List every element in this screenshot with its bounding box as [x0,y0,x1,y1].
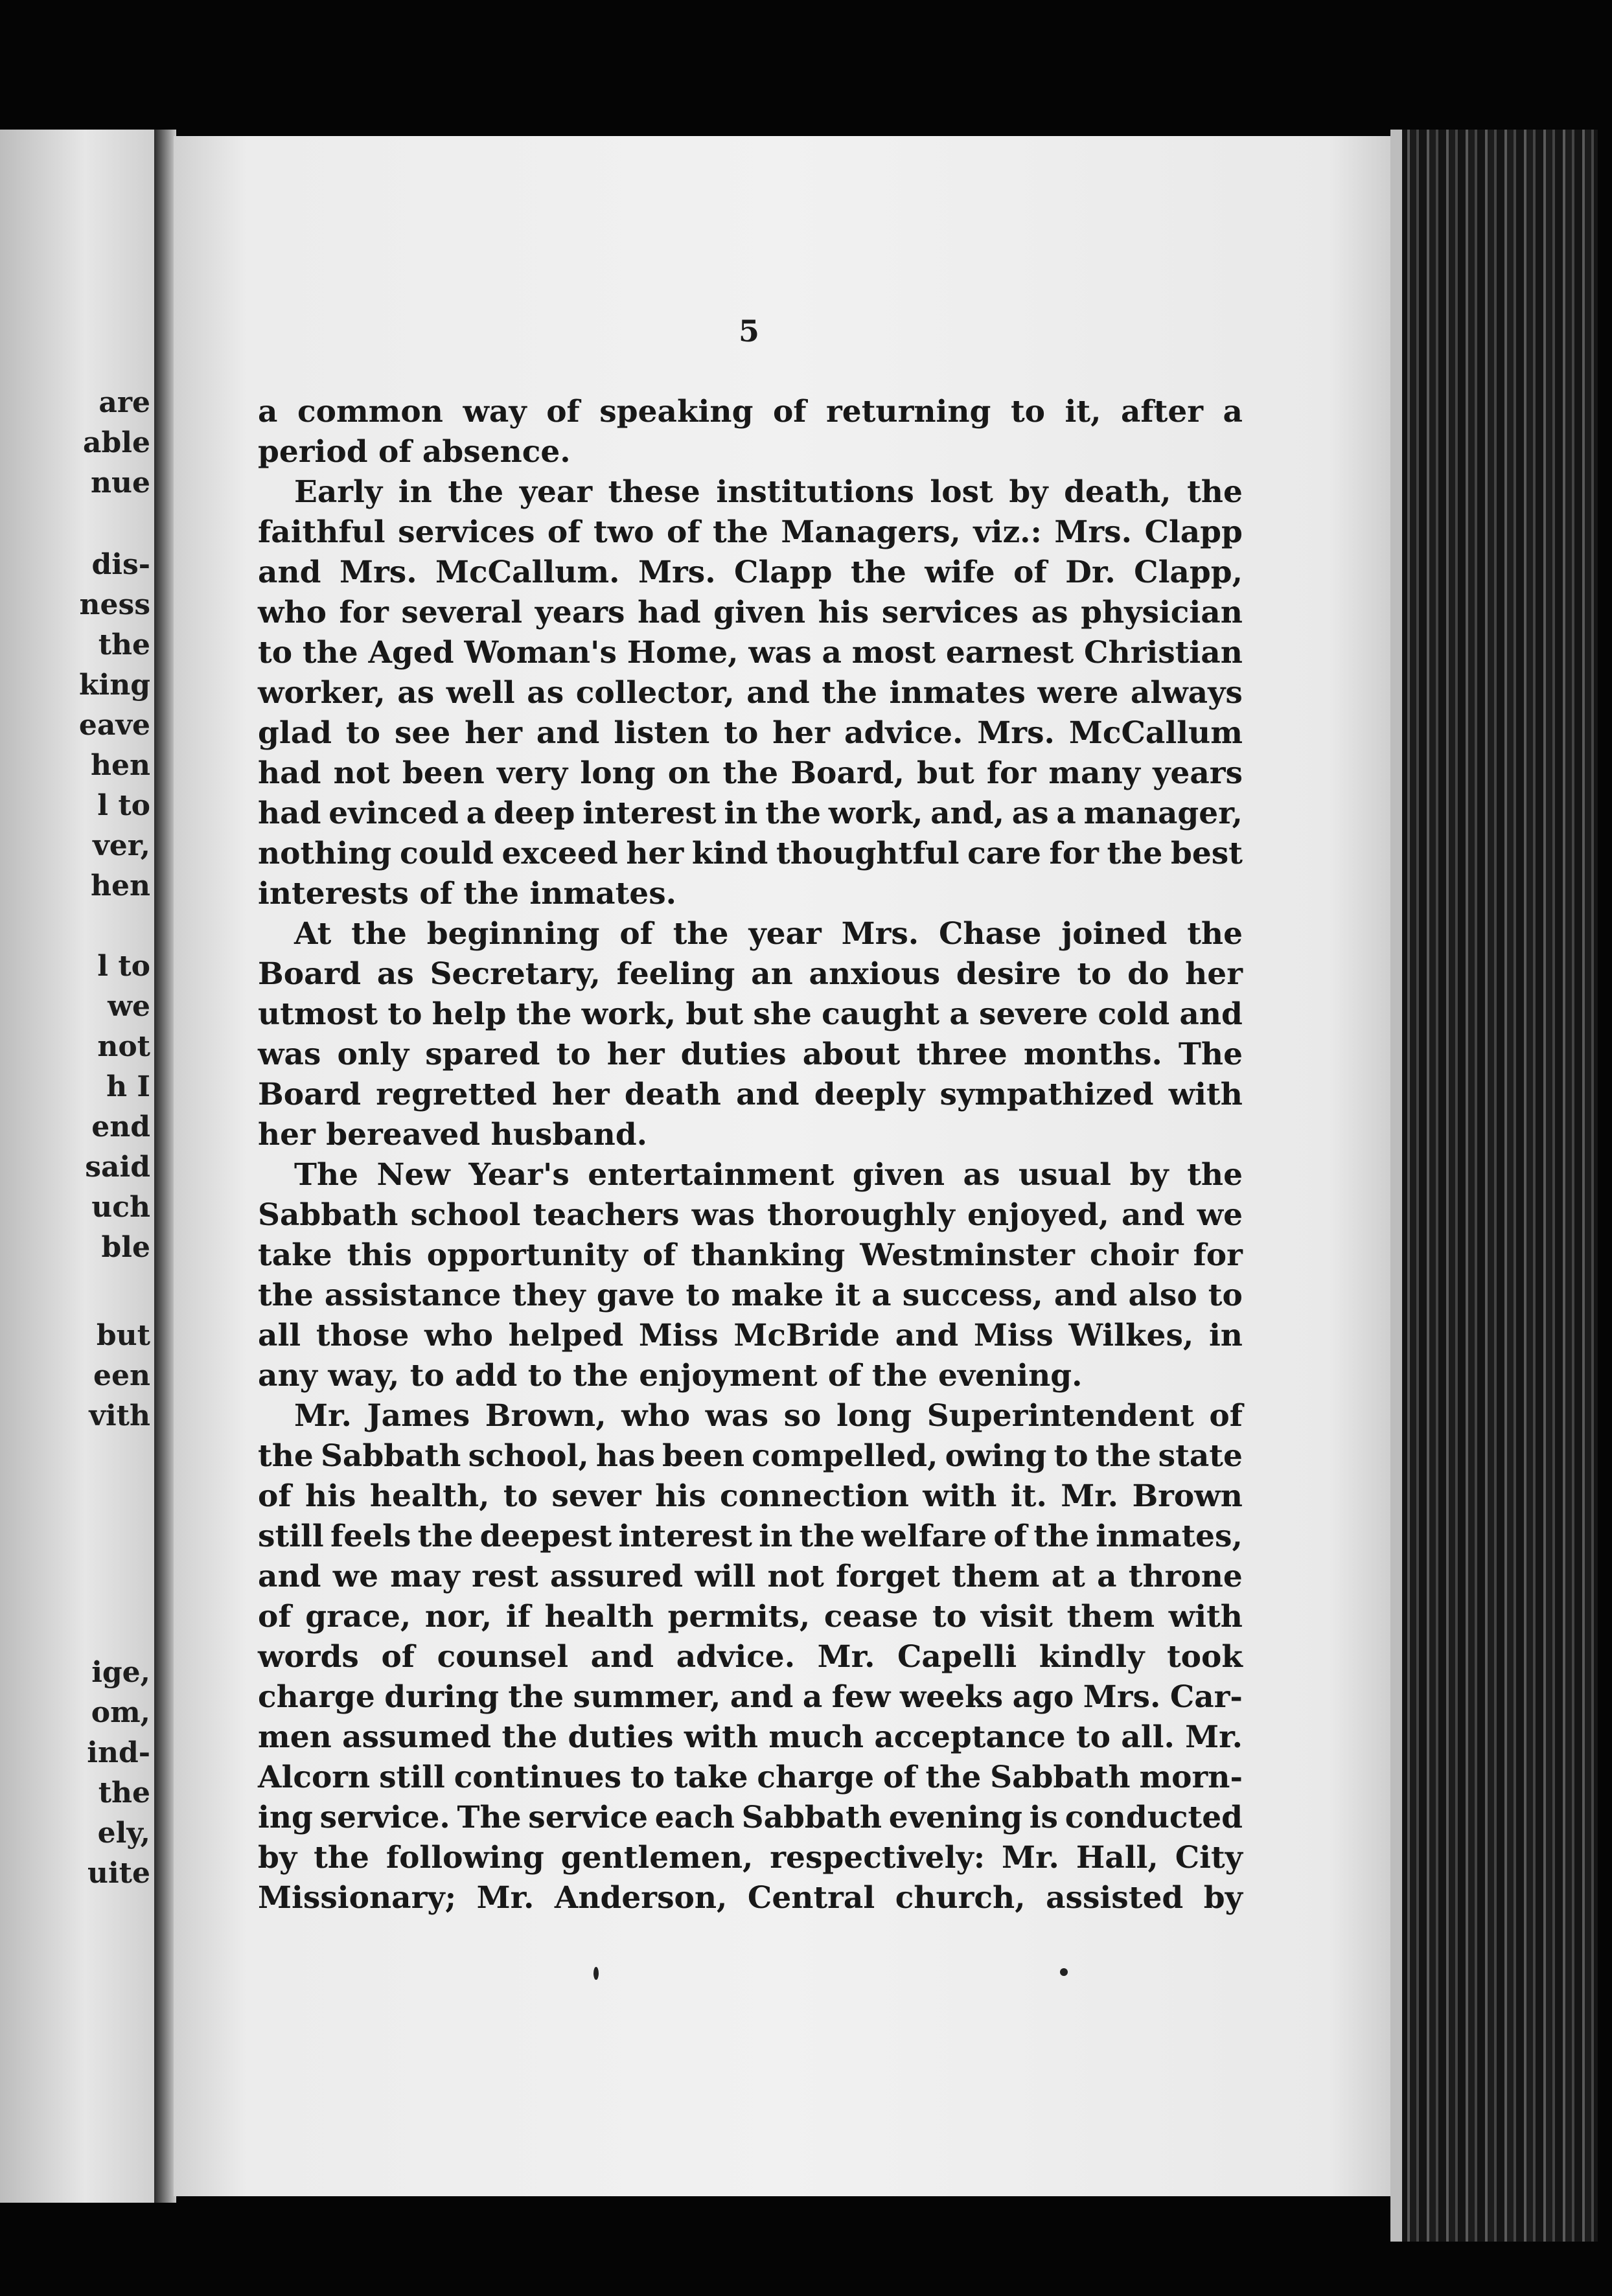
left-page-fragment: able [83,426,150,459]
text-line: to the Aged Woman's Home, was a most earnest Christian [258,635,1243,671]
page-number: 5 [739,314,760,349]
left-page-edge [0,130,155,2203]
left-page-fragment: ver, [93,829,150,862]
ink-speck [1060,1968,1068,1976]
left-page-fragment: l to [97,789,150,822]
left-page-fragment: hen [91,869,150,902]
body-text [258,392,1243,1918]
text-line: words of counsel and advice. Mr. Capelli kindly took [258,1639,1243,1675]
left-page-fragment: the [98,628,150,661]
left-page-fragment: om, [91,1696,150,1729]
left-page-fragment: vith [89,1399,150,1432]
text-line: interests of the inmates. [258,876,677,912]
text-line: glad to see her and listen to her advice. Mrs. McCallum [258,715,1243,751]
text-line: of grace, nor, if health permits, cease to visit them with [258,1599,1243,1635]
text-line: the assistance they gave to make it a success, and also to [258,1278,1243,1313]
book-gutter [154,130,176,2203]
text-line: faithful services of two of the Managers, viz.: Mrs. Clapp [258,514,1243,550]
text-line: period of absence. [258,434,571,470]
text-line: her bereaved husband. [258,1117,648,1153]
text-line: take this opportunity of thanking Westminster choir for [258,1237,1243,1273]
left-page-fragment: ble [101,1231,150,1264]
left-page-fragment: uite [87,1857,150,1890]
left-page-fragment: ige, [91,1656,150,1689]
text-line: by the following gentlemen, respectively: Mr. Hall, City [258,1840,1243,1876]
left-page-fragment: een [93,1359,150,1392]
left-page-fragment: said [85,1151,150,1184]
text-line: and we may rest assured will not forget them at a throne [258,1559,1243,1594]
left-page-fragment: dis- [91,548,150,581]
left-page-fragment: but [96,1319,150,1352]
left-page-fragment: ness [79,588,150,621]
text-line: charge during the summer, and a few weeks ago Mrs. Car- [258,1679,1243,1715]
left-page-fragment: are [98,386,150,419]
left-page-fragment: uch [91,1191,150,1224]
text-line: a common way of speaking of returning to it, after a [258,394,1243,430]
text-line: Alcorn still continues to take charge of the Sabbath morn- [258,1760,1243,1795]
text-line: was only spared to her duties about three months. The [258,1037,1243,1072]
left-page-fragment: hen [91,749,150,782]
text-line: worker, as well as collector, and the inmates were always [258,675,1243,711]
left-page-fragment: not [97,1030,150,1063]
text-line: Board regretted her death and deeply sympathized with [258,1077,1243,1112]
ink-speck [593,1967,599,1980]
text-line: who for several years had given his services as physician [258,595,1243,630]
text-line: The New Year's entertainment given as usual by the [294,1157,1243,1193]
text-line: had evinced a deep interest in the work, and, as a manager, [258,796,1243,831]
text-line: the Sabbath school, has been compelled, owing to the state [258,1438,1243,1474]
text-line: of his health, to sever his connection with it. Mr. Brown [258,1478,1243,1514]
page-stack-edges [1390,130,1598,2242]
left-page-fragment: eave [78,709,150,742]
text-line: Mr. James Brown, who was so long Superintendent of [294,1398,1243,1434]
left-page-fragment: l to [97,950,150,983]
text-line: Board as Secretary, feeling an anxious desire to do her [258,956,1243,992]
left-page-fragment: ely, [97,1817,150,1850]
text-line: nothing could exceed her kind thoughtful care for the best [258,836,1243,871]
text-line: ing service. The service each Sabbath evening is conducted [258,1800,1243,1835]
text-line: Missionary; Mr. Anderson, Central church, assisted by [258,1880,1243,1916]
text-line: Sabbath school teachers was thoroughly enjoyed, and we [258,1197,1243,1233]
text-line: utmost to help the work, but she caught a severe cold and [258,996,1243,1032]
text-line: had not been very long on the Board, but for many years [258,755,1243,791]
text-line: still feels the deepest interest in the welfare of the inmates, [258,1519,1243,1554]
left-page-fragment: ind- [87,1736,150,1769]
text-line: Early in the year these institutions lost by death, the [294,474,1243,510]
left-page-fragment: end [91,1110,150,1143]
left-page-fragment: king [79,669,150,702]
left-page-fragment: h I [106,1070,150,1103]
left-page-fragment: we [108,990,150,1023]
text-line: any way, to add to the enjoyment of the evening. [258,1358,1083,1394]
text-line: and Mrs. McCallum. Mrs. Clapp the wife of Dr. Clapp, [258,555,1243,590]
text-line: At the beginning of the year Mrs. Chase joined the [294,916,1243,952]
text-line: men assumed the duties with much acceptance to all. Mr. [258,1719,1243,1755]
text-line: all those who helped Miss McBride and Miss Wilkes, in [258,1318,1243,1353]
left-page-fragment: nue [91,466,150,499]
left-page-fragment: the [98,1776,150,1809]
